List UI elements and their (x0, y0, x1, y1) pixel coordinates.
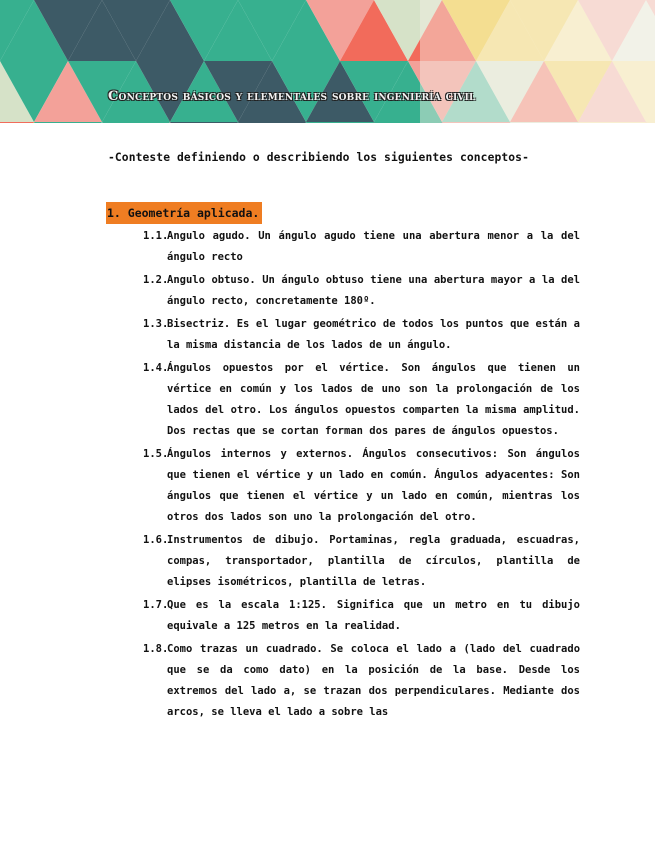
item-term: Ángulos internos y externos. (167, 448, 354, 460)
item-term: Instrumentos de dibujo. (167, 534, 320, 546)
list-item (143, 358, 580, 442)
list-item (143, 226, 580, 268)
item-term: Bisectriz. (167, 318, 231, 330)
item-text: Un ángulo obtuso tiene una abertura mayor a la del ángulo recto, concretamente 180º. (167, 274, 580, 307)
list-item (143, 595, 580, 637)
instruction-text: -Conteste definiendo o describiendo los siguientes conceptos- (108, 151, 529, 164)
item-number: 1.7. (143, 599, 169, 611)
item-text: Un ángulo agudo tiene una abertura menor a la del ángulo recto (167, 230, 581, 263)
item-number: 1.1. (143, 230, 169, 242)
item-text: Portaminas, regla graduada, escuadras, compas, transportador, plantilla de círculos, plantilla de elipses isométricos, plantilla de letras. (167, 534, 581, 588)
banner-triangle (102, 122, 170, 123)
list-item (143, 314, 580, 356)
item-term: Ángulos opuestos por el vértice. (167, 362, 390, 374)
item-number: 1.8. (143, 643, 169, 655)
item-text: Son ángulos que tienen un vértice en común y los lados de uno son la prolongación de los lados del otro. Los ángulos opuestos comparten la misma amplitud. Dos rectas que se cortan forman dos pares de ángulos opuestos. (167, 362, 581, 437)
banner-triangle (34, 122, 102, 123)
banner-triangle (306, 122, 374, 123)
item-number: 1.5. (143, 448, 169, 460)
item-number: 1.4. (143, 362, 169, 374)
item-term: Angulo agudo. (167, 230, 251, 242)
item-term: Como trazas un cuadrado. (167, 643, 323, 655)
item-text: Es el lugar geométrico de todos los puntos que están a la misma distancia de los lados de un ángulo. (167, 318, 580, 351)
banner-title: Conceptos básicos y elementales sobre ingeniería civil (108, 89, 476, 104)
concept-list (143, 226, 580, 725)
list-item (143, 639, 580, 723)
item-term: Angulo obtuso. (167, 274, 256, 286)
list-item (143, 444, 580, 528)
banner-triangle (0, 122, 34, 123)
item-text: Ángulos consecutivos: Son ángulos que tienen el vértice y un lado en común. Ángulos adyacentes: Son ángulos que tienen el vértice y un lado en común, mientras los otros dos lados son uno la prolongación del otro. (167, 448, 580, 523)
list-item (143, 530, 580, 593)
item-number: 1.3. (143, 318, 169, 330)
banner-triangle (170, 122, 238, 123)
item-text: Se coloca el lado a (lado del cuadrado que se da como dato) en la posición de la base. Desde los extremos del lado a, se trazan dos perpendiculares. Mediante dos arcos, se lleva el lado a sobre las (167, 643, 581, 718)
banner-triangle (238, 122, 306, 123)
item-text: Significa que un metro en tu dibujo equivale a 125 metros en la realidad. (167, 599, 580, 632)
section-heading: 1. Geometría aplicada. (106, 202, 262, 224)
list-item (143, 270, 580, 312)
item-number: 1.2. (143, 274, 169, 286)
item-number: 1.6. (143, 534, 169, 546)
item-term: Que es la escala 1:125. (167, 599, 327, 611)
